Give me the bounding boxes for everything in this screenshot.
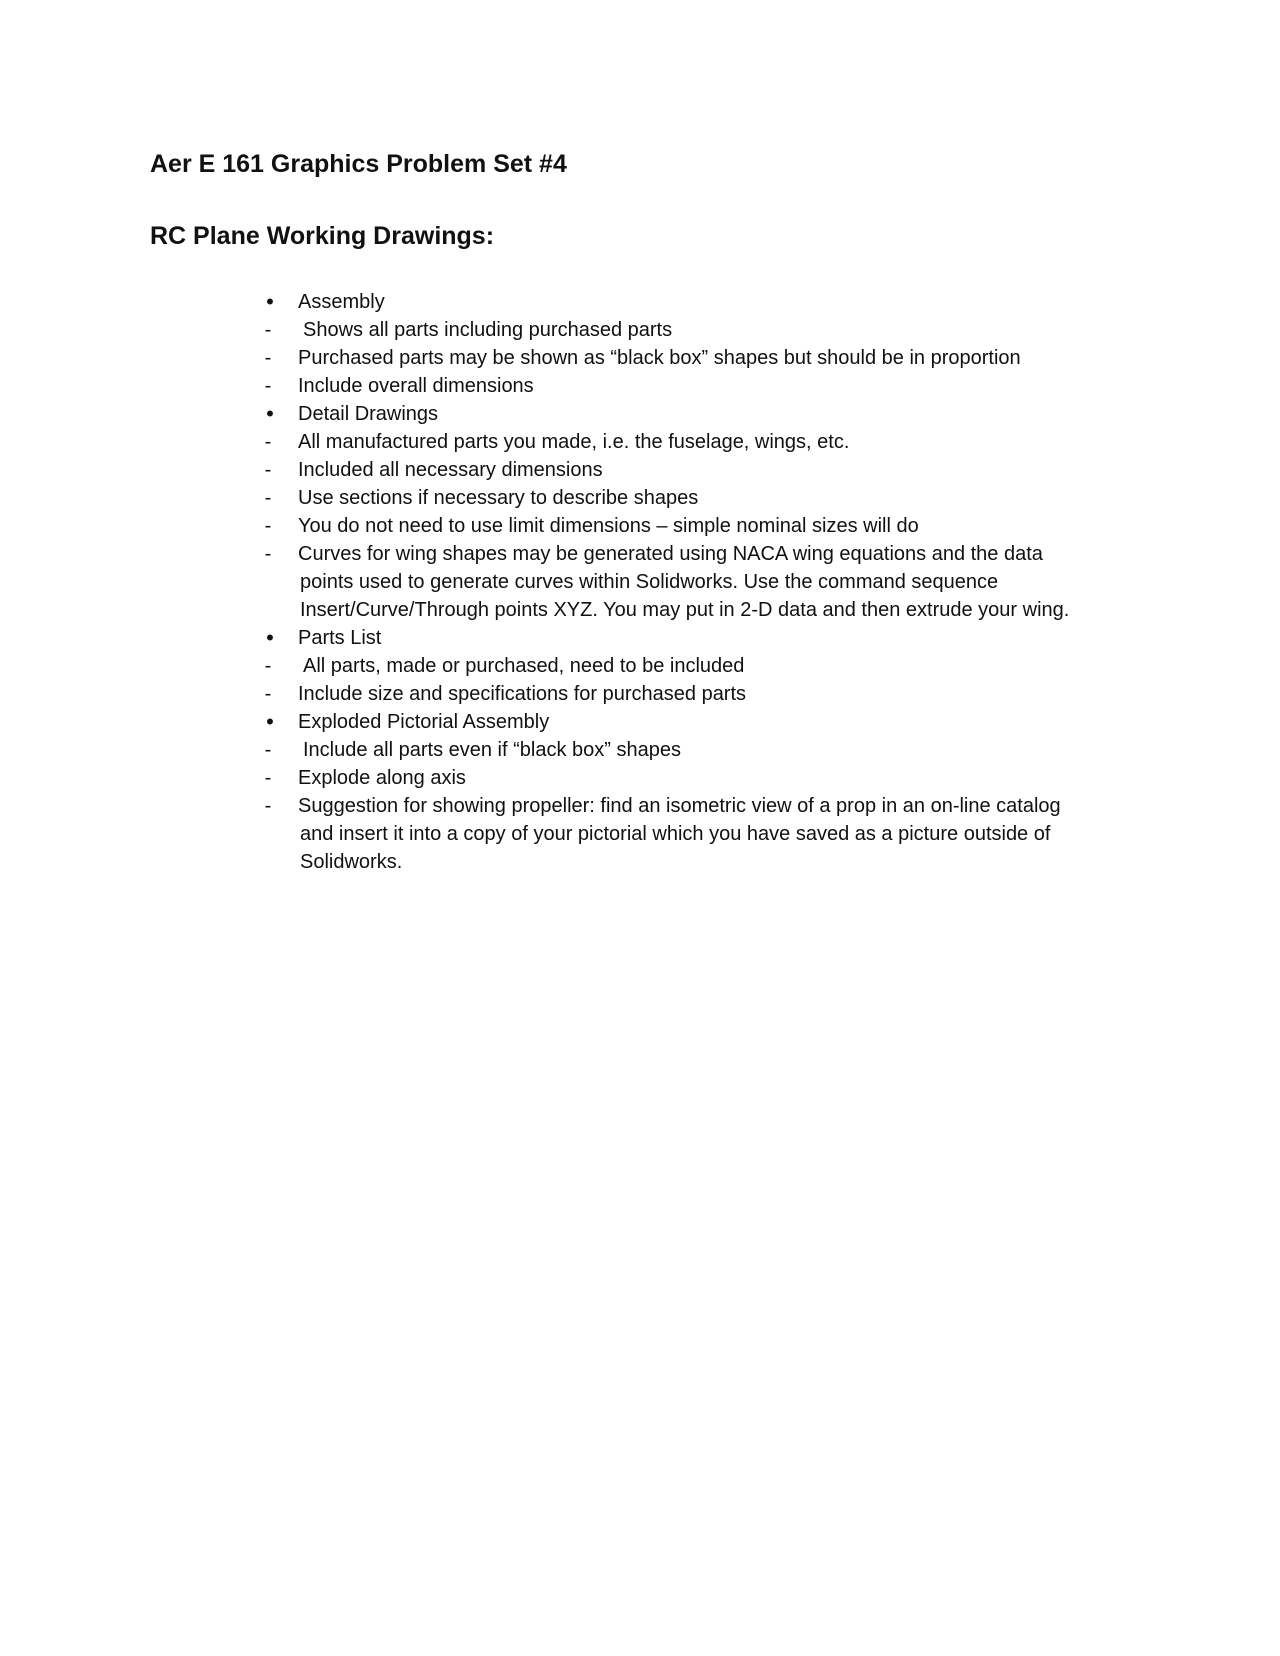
item-text-line: Purchased parts may be shown as “black box” shapes but should be in proportion bbox=[298, 347, 1021, 369]
dash-marker: - bbox=[264, 683, 272, 705]
dash-marker: - bbox=[264, 375, 272, 397]
bullet-marker: • bbox=[266, 289, 274, 314]
dash-marker: - bbox=[264, 767, 272, 789]
dash-marker: - bbox=[264, 347, 272, 369]
item-text-line: Include all parts even if “black box” shapes bbox=[303, 739, 681, 761]
dash-item bbox=[258, 736, 1258, 764]
item-text-line: Assembly bbox=[298, 291, 385, 313]
dash-item bbox=[258, 540, 1258, 624]
dash-marker: - bbox=[264, 795, 272, 817]
item-text-line: All manufactured parts you made, i.e. the fuselage, wings, etc. bbox=[298, 431, 850, 453]
item-text-line: Curves for wing shapes may be generated using NACA wing equations and the data bbox=[298, 543, 1043, 565]
bullet-item bbox=[258, 708, 1258, 736]
dash-item bbox=[258, 792, 1258, 876]
dash-marker: - bbox=[264, 319, 272, 341]
item-text-line: You do not need to use limit dimensions – simple nominal sizes will do bbox=[298, 515, 919, 537]
dash-marker: - bbox=[264, 515, 272, 537]
section-heading: RC Plane Working Drawings: bbox=[150, 222, 495, 250]
item-text-line: points used to generate curves within Solidworks. Use the command sequence bbox=[300, 571, 999, 593]
dash-marker: - bbox=[264, 655, 272, 677]
bullet-item bbox=[258, 400, 1258, 428]
bullet-marker: • bbox=[266, 625, 274, 650]
dash-item bbox=[258, 372, 1258, 400]
bullet-item bbox=[258, 624, 1258, 652]
item-text-line: and insert it into a copy of your pictorial which you have saved as a picture outside of bbox=[300, 823, 1051, 845]
item-text-line: Parts List bbox=[298, 627, 382, 649]
page-title: Aer E 161 Graphics Problem Set #4 bbox=[150, 150, 567, 178]
dash-item bbox=[258, 428, 1258, 456]
dash-item bbox=[258, 344, 1258, 372]
dash-marker: - bbox=[264, 431, 272, 453]
item-text-line: Exploded Pictorial Assembly bbox=[298, 711, 550, 733]
item-text-line: Include overall dimensions bbox=[298, 375, 534, 397]
item-text-line: Shows all parts including purchased parts bbox=[303, 319, 673, 341]
dash-marker: - bbox=[264, 739, 272, 761]
item-text-line: Solidworks. bbox=[300, 851, 403, 873]
bullet-marker: • bbox=[266, 709, 274, 734]
dash-marker: - bbox=[264, 459, 272, 481]
item-text-line: Detail Drawings bbox=[298, 403, 439, 425]
item-text-line: All parts, made or purchased, need to be included bbox=[303, 655, 745, 677]
dash-item bbox=[258, 680, 1258, 708]
item-text-line: Use sections if necessary to describe shapes bbox=[298, 487, 699, 509]
item-text-line: Include size and specifications for purchased parts bbox=[298, 683, 747, 705]
dash-item bbox=[258, 316, 1258, 344]
item-text-line: Included all necessary dimensions bbox=[298, 459, 603, 481]
item-text-line: Explode along axis bbox=[298, 767, 466, 789]
dash-marker: - bbox=[264, 487, 272, 509]
dash-marker: - bbox=[264, 543, 272, 565]
item-text-line: Suggestion for showing propeller: find an isometric view of a prop in an on-line catalog bbox=[298, 795, 1061, 817]
bullet-marker: • bbox=[266, 401, 274, 426]
item-text-line: Insert/Curve/Through points XYZ. You may put in 2-D data and then extrude your wing. bbox=[300, 599, 1070, 621]
bullet-item bbox=[258, 288, 1258, 316]
dash-item bbox=[258, 764, 1258, 792]
dash-item bbox=[258, 512, 1258, 540]
requirements-list bbox=[258, 288, 1258, 876]
dash-item bbox=[258, 456, 1258, 484]
dash-item bbox=[258, 652, 1258, 680]
dash-item bbox=[258, 484, 1258, 512]
